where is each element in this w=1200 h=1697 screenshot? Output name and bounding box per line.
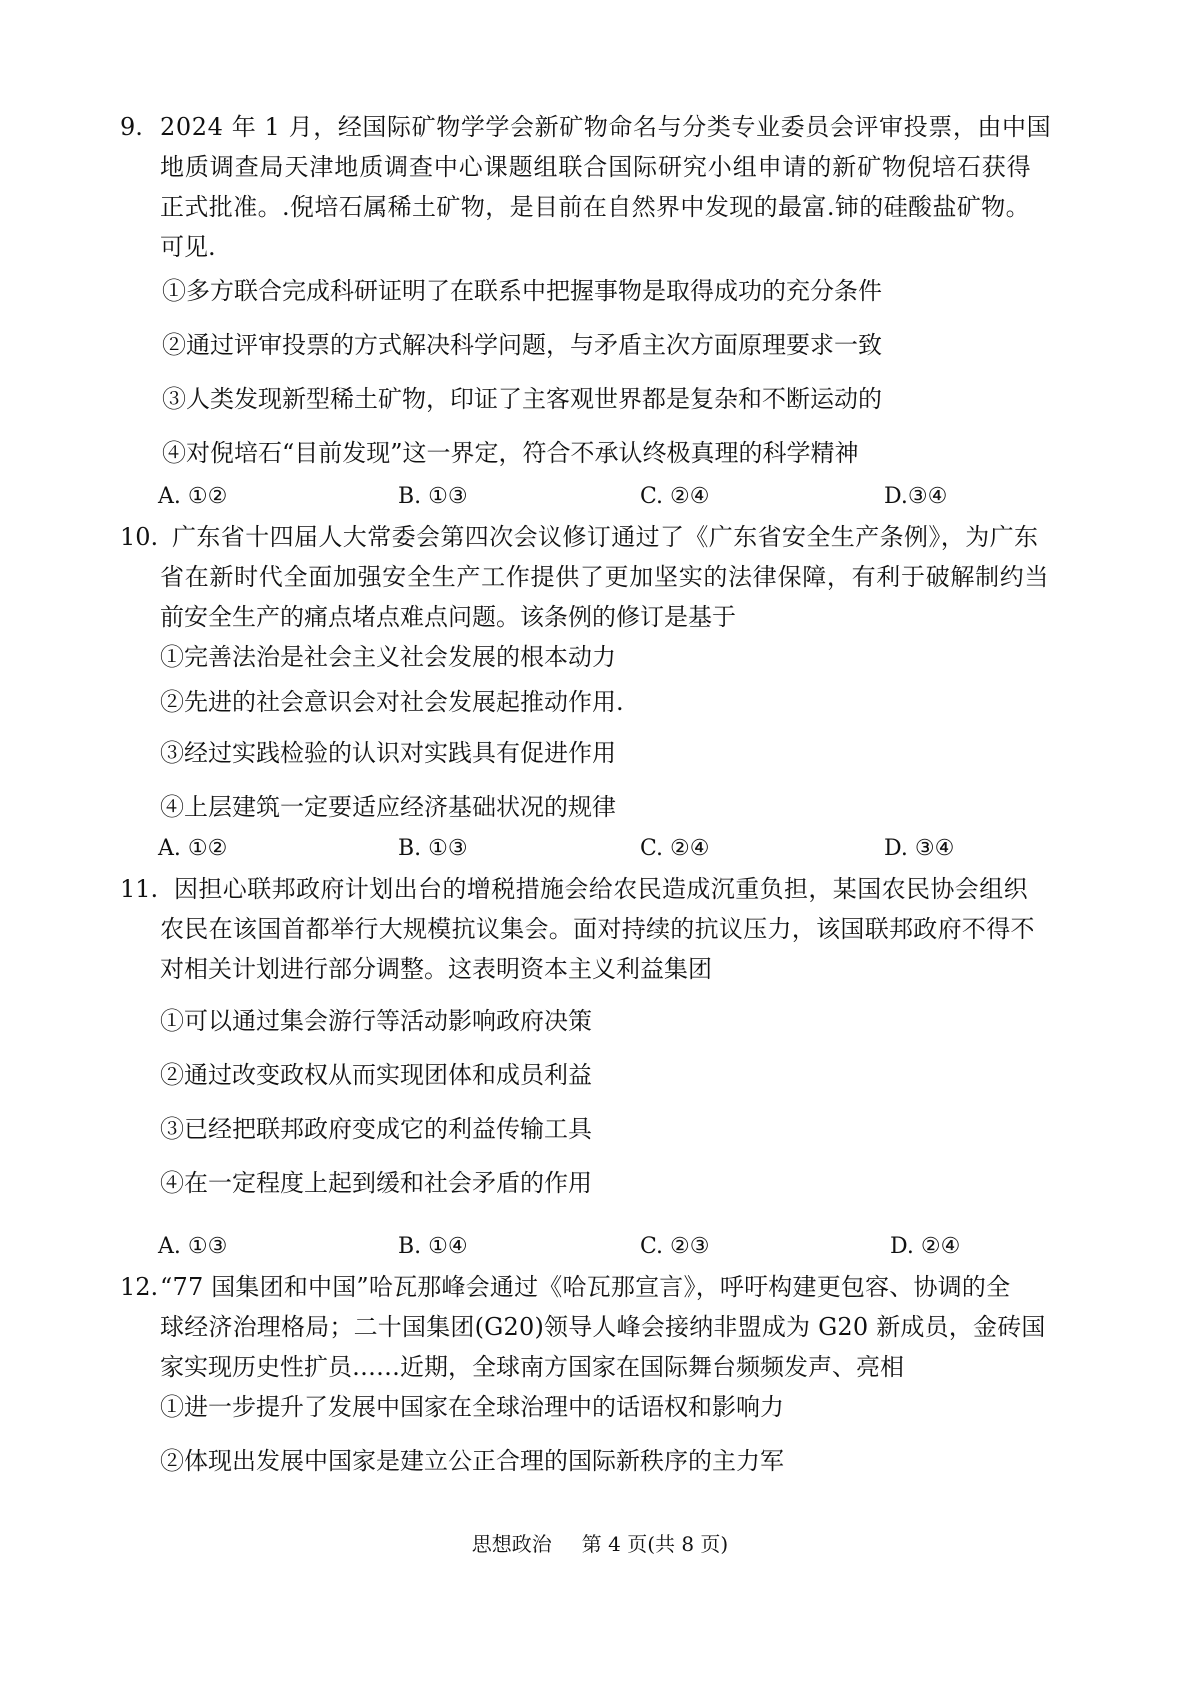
question-stem-line: 农民在该国首都举行大规模抗议集会。面对持续的抗议压力，该国联邦政府不得不: [160, 915, 1035, 943]
choice-b[interactable]: B. ①④: [398, 1234, 468, 1259]
choice-d[interactable]: D. ③④: [884, 836, 955, 861]
choice-d[interactable]: D.③④: [884, 484, 948, 509]
choice-c[interactable]: C. ②④: [640, 836, 710, 861]
page-footer: [0, 1530, 1200, 1558]
footer-subject: 思想政治: [471, 1532, 552, 1556]
question-stem-line: “77 国集团和中国”哈瓦那峰会通过《哈瓦那宣言》，呼吁构建更包容、协调的全: [160, 1273, 1011, 1301]
choice-a[interactable]: A. ①②: [158, 836, 228, 861]
choice-c[interactable]: C. ②③: [640, 1234, 710, 1259]
choice-c[interactable]: C. ②④: [640, 484, 710, 509]
question-stem-line: 正式批准。.倪培石属稀土矿物，是目前在自然界中发现的最富.铈的硅酸盐矿物。: [160, 193, 1031, 221]
statement-1: ①多方联合完成科研证明了在联系中把握事物是取得成功的充分条件: [162, 277, 882, 305]
question-stem-line: 球经济治理格局；二十国集团(G20)领导人峰会接纳非盟成为 G20 新成员，金砖国: [160, 1313, 1046, 1341]
statement-2: ②体现出发展中国家是建立公正合理的国际新秩序的主力军: [160, 1447, 784, 1475]
question-stem-line: 地质调查局天津地质调查中心课题组联合国际研究小组申请的新矿物倪培石获得: [160, 153, 1032, 181]
statement-1: ①完善法治是社会主义社会发展的根本动力: [160, 643, 616, 671]
question-number: 12.: [120, 1273, 159, 1301]
footer-page-number: 第 4 页(共 8 页): [581, 1532, 729, 1556]
statement-2: ②先进的社会意识会对社会发展起推动作用.: [160, 688, 624, 716]
question-number: 9.: [120, 113, 143, 141]
statement-3: ③经过实践检验的认识对实践具有促进作用: [160, 739, 616, 767]
statement-1: ①可以通过集会游行等活动影响政府决策: [160, 1007, 592, 1035]
statement-2: ②通过改变政权从而实现团体和成员利益: [160, 1061, 592, 1089]
question-stem-line: 对相关计划进行部分调整。这表明资本主义利益集团: [160, 955, 712, 983]
statement-1: ①进一步提升了发展中国家在全球治理中的话语权和影响力: [160, 1393, 784, 1421]
choice-a[interactable]: A. ①③: [158, 1234, 228, 1259]
question-stem-line: 前安全生产的痛点堵点难点问题。该条例的修订是基于: [160, 603, 736, 631]
question-number: 10.: [120, 523, 159, 551]
question-stem-line: 广东省十四届人大常委会第四次会议修订通过了《广东省安全生产条例》，为广东: [172, 523, 1039, 551]
statement-4: ④在一定程度上起到缓和社会矛盾的作用: [160, 1169, 592, 1197]
statement-4: ④对倪培石“目前发现”这一界定，符合不承认终极真理的科学精神: [162, 439, 859, 467]
question-stem-line: 2024 年 1 月，经国际矿物学学会新矿物命名与分类专业委员会评审投票，由中国: [160, 113, 1052, 141]
choice-b[interactable]: B. ①③: [398, 484, 468, 509]
statement-4: ④上层建筑一定要适应经济基础状况的规律: [160, 793, 616, 821]
question-number: 11.: [120, 875, 159, 903]
question-stem-line: 家实现历史性扩员……近期，全球南方国家在国际舞台频频发声、亮相: [160, 1353, 904, 1381]
statement-3: ③已经把联邦政府变成它的利益传输工具: [160, 1115, 592, 1143]
choice-d[interactable]: D. ②④: [890, 1234, 961, 1259]
choice-a[interactable]: A. ①②: [158, 484, 228, 509]
statement-3: ③人类发现新型稀土矿物，印证了主客观世界都是复杂和不断运动的: [162, 385, 882, 413]
question-stem-line: 省在新时代全面加强安全生产工作提供了更加坚实的法律保障，有利于破解制约当: [160, 563, 1050, 591]
statement-2: ②通过评审投票的方式解决科学问题，与矛盾主次方面原理要求一致: [162, 331, 882, 359]
question-stem-line: 因担心联邦政府计划出台的增税措施会给农民造成沉重负担，某国农民协会组织: [174, 875, 1028, 903]
choice-b[interactable]: B. ①③: [398, 836, 468, 861]
question-stem-line: 可见.: [160, 233, 216, 261]
